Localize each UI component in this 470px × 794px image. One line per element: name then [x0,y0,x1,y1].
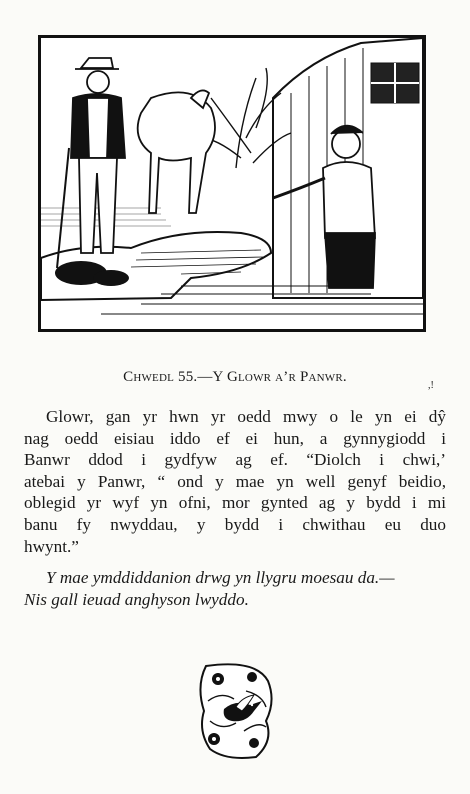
moral-line: Y mae ymddiddanion drwg yn llygru moesau da.— [46,568,395,587]
fable-number: Chwedl 55. [123,369,198,385]
illustration [38,35,426,332]
margin-mark: ,! [428,380,434,391]
body-line: hwynt.” [24,536,79,556]
body-line: Banwr ddod i gydfyw ag ef. “Diolch i chwi,’ [24,450,446,470]
fable-moral [24,567,446,610]
body-line: Glowr, gan yr hwn yr oedd mwy o le yn ei dŷ [46,407,446,426]
body-line: atebai y Panwr, “ ond y mae yn well genyf beidio, [24,471,446,491]
tailpiece [196,661,276,761]
fable-heading [0,369,470,386]
fable-title: Y Glowr a’r Panwr. [212,369,347,385]
moral-line: Nis gall ieuad anghyson lwyddo. [24,589,249,609]
heading-dash: — [197,369,213,385]
body-line: oblegid yr wyf yn ofni, mor gynted ag y bydd i mi [24,493,446,513]
body-line: nag oedd eisiau iddo ef ei hun, a gynnygiodd i [24,428,446,448]
body-line: banu fy nwyddau, y bydd i chwithau eu duo [24,514,446,534]
floral-bird-tailpiece-icon [196,661,276,761]
woodcut-illustration-icon [41,38,423,329]
fable-body [24,406,446,557]
